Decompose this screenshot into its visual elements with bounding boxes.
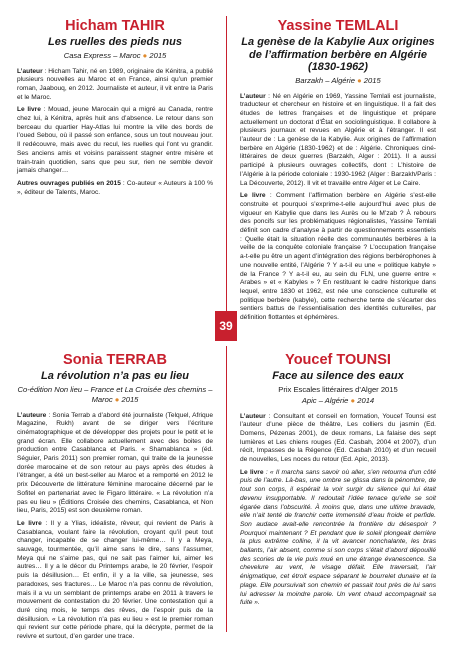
prize-line: Prix Escales littéraires d’Alger 2015	[278, 384, 398, 394]
book-summary-label: Le livre	[17, 519, 42, 527]
book-summary	[17, 520, 213, 642]
book-summary-label: Le livre	[240, 192, 266, 200]
year: 2015	[121, 394, 139, 404]
other-works-label: Autres ouvrages publiés en 2015	[17, 179, 121, 187]
book-title: La genèse de la Kabylie Aux origines de l’affirmation berbère en Algérie (1830-1962)	[241, 36, 435, 73]
other-works-text: : Co-auteur « Auteurs à 100 % », éditeur de Talents, Maroc.	[17, 179, 213, 196]
publisher: Barzakh – Algérie	[295, 75, 355, 85]
author-name: Sonia TERRAB	[63, 352, 167, 368]
book-summary-text: : Comment l’affirmation berbère en Algérie s’est-elle construite et pourquoi s’exprime-t-elle aujourd’hui avec plus de vigueur en Kabylie que dans les Aurès ou le M’zab ? À rebours des poncifs sur les problématiques régionalistes, Yassine Temlali définit son cadre d’analyse à partir de questionnements essentiels : Quelle était la situation réelle des communautés berbères à la veille de la conquête coloniale française ? L’occupation française a-t-elle pu être un agent d’intégration des régions berbérophones à une nouvelle entité, l’Algérie ? Y a-t-il eu une « politique kabyle » de la France ? Y a-t-il eu, au sein du FLN, une guerre entre « Arabes » et « Kabyles » ? En restituant le cadre historique dans lequel, entre 1830 et 1962, est née une conscience culturelle et politique berbère (kabyle), cette recherche tente de s’écarter des sentiers battus de l’essentialisation des identités culturelles, par définition flottantes et éphémères.	[240, 192, 436, 322]
book-summary-text: : « Il marcha sans savoir où aller, s’en retourna d’un côté puis de l’autre. Là-bas, une ombre se glissa dans la pénombre, de tout son corps, il espérait la voir surgir du silence qui lui était devenu insupportable. Il redoutait l’idée tenace qu’elle se soit égarée dans l’obscurité. À moins que, dans une ultime bravade, elle n’ait tenté de franchir cette immensité d’eau froide et perfide. Son audace avait-elle rencontrée la frontière du désespoir ? Pourquoi maintenant ? Et pendant que le soleil plongeait derrière la plus extrême colline, il la vit avancer nonchalante, les bras ballants, l’air absent, comme si son corps s’était d’abord dépouillé des scories de la vie puis mué en une étrange évanescence. Sa chevelure au vent, le visage défait. Elle traversait, l’air énigmatique, cet étroit espace séparant le bourrelet dunaire et la plage. Elle poursuivait son chemin et passait tout près de lui sans lui adresser la moindre parole. Un vent chaud accompagnait sa fuite ».	[240, 468, 436, 607]
year: 2014	[357, 395, 375, 405]
publisher-line	[17, 51, 213, 61]
other-works	[17, 180, 213, 197]
author-bio-label: L’auteur	[240, 412, 266, 420]
publisher-line	[240, 76, 436, 86]
bullet-dot-icon: ●	[350, 395, 356, 405]
author-name: Hicham TAHIR	[65, 18, 165, 34]
author-bio	[240, 413, 436, 465]
book-summary	[240, 192, 436, 323]
book-title: Face au silence des eaux	[272, 370, 404, 382]
author-name: Youcef TOUNSI	[285, 352, 391, 368]
author-bio-label: L’auteur	[17, 67, 43, 75]
author-name: Yassine TEMLALI	[277, 18, 399, 34]
author-bio-text: : Né en Algérie en 1969, Yassine Temlali est journaliste, traducteur et chercheur en histoire et en linguistique. Il a fait des études de lettres françaises et de linguistique et prépare actuellement un doctorat d’État en sociolinguistique. Il collabore à plusieurs journaux et revues en Algérie et à l’étranger. Il est l’auteur de : La genèse de la Kabylie. Aux origines de l’affirmation berbère en Algérie (1830-1962) et de : Algérie. Chroniques ciné-littéraires de deux guerres (Barzakh, Alger : 2011). Il a aussi participé à plusieurs ouvrages collectifs, dont : L’histoire de l’Algérie à la période coloniale : 1930-1962 (Alger : Barzakh/Paris : La Découverte, 2012). Il vit et travaille entre Alger et Le Caire.	[240, 92, 436, 187]
bullet-dot-icon: ●	[357, 75, 362, 85]
book-summary	[240, 469, 436, 608]
page-number-badge: 39	[215, 311, 237, 341]
book-title: Les ruelles des pieds nus	[48, 36, 182, 48]
bullet-dot-icon: ●	[142, 50, 148, 60]
author-bio-label: L’auteur	[240, 92, 266, 100]
year: 2015	[149, 50, 167, 60]
book-summary-text: : Mouad, jeune Marocain qui a migré au Canada, rentre chez lui, à Kénitra, après huit ans d’absence. Le retour dans son berceau du quartier Hay-Atlas lui montre la ville des bords de l’oued Sebou, où il passé son enfance, sous un tout nouveau jour. Il redécouvre, mais avec du recul, les ruelles qui l’ont vu grandir. Ses anciens amis et voisins paraissent stagner entre misère et train-train quotidien, sans que peu sur, rien ne semble devoir jamais changer…	[17, 106, 213, 175]
review-youcef-tounsi	[240, 352, 436, 612]
publisher: Casa Express – Maroc	[63, 50, 141, 60]
column-divider-top	[226, 16, 227, 312]
review-sonia-terrab	[17, 352, 213, 646]
author-bio-text: : Consultant et conseil en formation, Youcef Tounsi est l’auteur d’une pièce de théâtre, Les colliers du jasmin (Ed. Domens, Pézenas 2001), de deux romans, La falaise des sept lumières et Les chiens rouges (Ed. Casbah, 2004 et 2007), d’un récit, Impasses de la Régence (Ed. Casbah 2010) et d’un recueil de nouvelles, Les noces du retour (Ed. Apic, 2013).	[240, 412, 436, 464]
publisher: Apic – Algérie	[301, 395, 349, 405]
column-divider-bottom	[226, 346, 227, 632]
book-summary-label: Le livre	[17, 106, 41, 114]
author-bio-text: : Hicham Tahir, né en 1989, originaire de Kénitra, a publié plusieurs nouvelles au Maroc et en France, ainsi qu’un premier roman, Jaabouq, en 2012. Journaliste et auteur, il vit entre la Paris et le Maroc.	[17, 67, 213, 101]
publisher-line	[17, 385, 213, 405]
author-bio-text: : Sonia Terrab a d’abord été journaliste (Telquel, Afrique Magazine, Rukh) avant de se diriger vers l’écriture cinématographique et de développer des projets pour le petit et le grand écran. Elle collabore actuellement avec des boites de production entre Casablanca et Paris. « Shamablanca » (éd. Séguier, Paris 2011) son premier roman, qui traite de la jeunesse dorée marocaine et de son retour au pays après des études à l’étranger, a été un best-seller au Maroc et a remporté en 2012 le prix Découverte de littérature féminine marocaine décerné par le Sofitel en partenariat avec le Figaro littéraire. « La révolution n’a pas eu lieu » (Éditions Croisée des chemins, Casablanca, et Non lieu, Paris, 2015) est son deuxième roman.	[17, 411, 213, 515]
review-yassine-temlali	[240, 18, 436, 327]
year: 2015	[363, 75, 381, 85]
book-summary-text: : Il y a Ylias, idéaliste, rêveur, qui revient de Paris à Casablanca, voulant faire la révolution, croyant qu’il peut tout changer, incapable de se changer lui-même… Il y a Meya, sauvage, tourmentée, qu’il aime sans le dire, sans l’assumer, Meya qui ne s’aime pas, qui ne sait pas l’aimer lui, aimer les autres… Il y a le décor du Printemps arabe, le 20 février, l’espoir puis la désillusion… Et enfin, il y a la ville, sa jeunesse, ses paradoxes, ses fractures… Le Maroc n’a pas connu de révolution, mais il a vu un semblant de printemps arabe en 2011 à travers le mouvement de contestation du 20 février. Une contestation qui a duré cinq mois, le temps des rêves, de l’espoir puis de la désillusion. « La révolution n’a pas eu lieu » est le premier roman qui revient sur cette période phare, qui la décrypte, permet de la revivre et surtout, d’en garder une trace.	[17, 519, 213, 641]
bullet-dot-icon: ●	[114, 394, 120, 404]
author-bio	[17, 68, 213, 103]
publisher-line	[240, 396, 436, 406]
book-summary-label: Le livre	[240, 468, 264, 476]
author-bio-label: L’auteure	[17, 411, 47, 419]
author-bio	[240, 93, 436, 189]
publisher: Co-édition Non lieu – France et La Croisée des chemins – Maroc	[17, 384, 213, 404]
book-title: La révolution n’a pas eu lieu	[41, 370, 189, 382]
author-bio	[17, 412, 213, 516]
book-summary	[17, 106, 213, 176]
review-hicham-tahir	[17, 18, 213, 201]
